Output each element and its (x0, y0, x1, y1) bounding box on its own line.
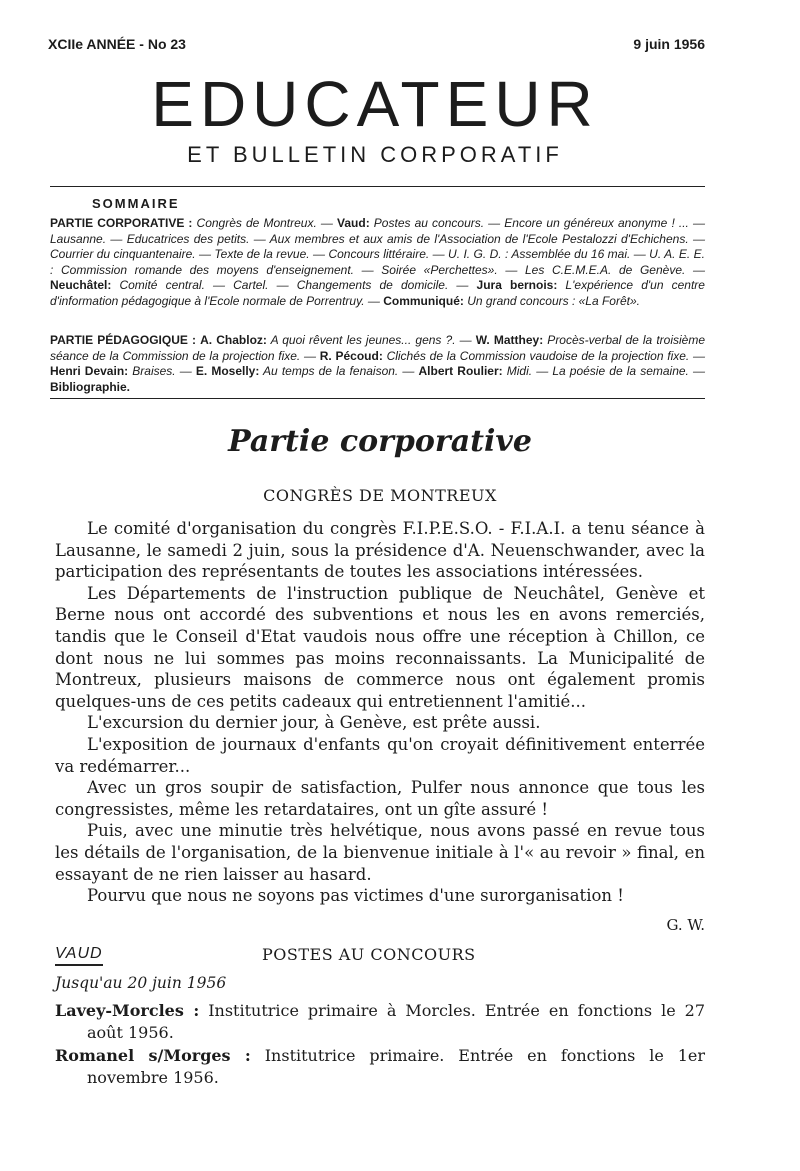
summary-author: W. Matthey: (475, 333, 544, 347)
summary-text: Midi. — La poésie de la semaine. — (502, 364, 706, 378)
journal-subtitle: ET BULLETIN CORPORATIF (187, 142, 563, 167)
list-item (55, 1045, 705, 1088)
post-description: Institutrice primaire. Entrée en fonctions le 1er novembre 1956. (87, 1046, 705, 1087)
posts-list (55, 1000, 705, 1090)
vaud-section-title: POSTES AU CONCOURS (262, 945, 476, 964)
journal-title: EDUCATEUR (151, 68, 599, 140)
section-heading: Partie corporative (228, 424, 532, 459)
summary-text: Clichés de la Commission vaudoise de la projection fixe. — (382, 348, 705, 363)
summary-text: Braises. — (128, 364, 196, 378)
article-paragraph: Les Départements de l'instruction publique de Neuchâtel, Genève et Berne nous ont accordé des subventions et nous les en avons remerciés, tandis que le Conseil d'Etat vaudois nous offre une réception à Chillon, ce dont nous ne lui sommes pas moins reconnaissants. La Municipalité de Montreux, plusieurs maisons de commerce nous ont également promis quelques-uns de ces petits cadeaux qui entretiennent l'amitié... (55, 583, 705, 711)
article-paragraph: L'exposition de journaux d'enfants qu'on croyait définitivement enterrée va redémarrer... (55, 734, 705, 776)
article-paragraph: L'excursion du dernier jour, à Genève, est prête aussi. (87, 713, 541, 733)
summary-text: Procès-verbal de la troisième séance de la Commission de la projection fixe. — (50, 333, 706, 363)
sommaire-title: SOMMAIRE (92, 196, 180, 211)
summary-author: R. Pécoud: (319, 348, 383, 363)
summary-text: A quoi rêvent les jeunes... gens ?. — (266, 333, 476, 347)
article-paragraph: Avec un gros soupir de satisfaction, Pulfer nous annonce que tous les congressistes, même les retardataires, ont un gîte assuré ! (55, 778, 705, 819)
summary-pedagogique (50, 333, 705, 395)
summary-pedagogique-label: PARTIE PÉDAGOGIQUE : (50, 333, 197, 347)
summary-jura-label: Jura bernois: (476, 278, 558, 292)
post-place: Lavey-Morcles : (55, 1001, 200, 1020)
issue-number: XCIIe ANNÉE - No 23 (48, 36, 186, 52)
summary-corporative (50, 216, 705, 309)
summary-author: Henri Devain: (50, 364, 129, 378)
article-paragraph: Le comité d'organisation du congrès F.I.P.E.S.O. - F.I.A.I. a tenu séance à Lausanne, le samedi 2 juin, sous la présidence d'A. Neuenschwander, avec la participation des représentants de toutes les associations intéressées. (55, 519, 705, 582)
article-paragraph: Pourvu que nous ne soyons pas victimes d'une surorganisation ! (87, 886, 624, 906)
top-divider (50, 186, 705, 187)
summary-author: E. Moselly: (195, 364, 260, 378)
summary-text: Un grand concours : «La Forêt». (463, 293, 640, 308)
post-description: Institutrice primaire à Morcles. Entrée en fonctions le 27 août 1956. (87, 1001, 706, 1042)
article-paragraph: Puis, avec une minutie très helvétique, nous avons passé en revue tous les détails de l'organisation, de la bienvenue initiale à l'« au revoir » final, en essayant de ne rien laisser au hasard. (55, 821, 705, 884)
summary-text: Au temps de la fenaison. — (259, 364, 419, 378)
summary-text: Postes au concours. — Encore un généreux anonyme ! ... — Lausanne. — Educatrices des petits. — Aux membres et aux amis de l'Association de l'Ecole Pestalozzi d'Echichens. — Courrier du cinquantenaire. — Texte de la revue. — Concours littéraire. — U. I. G. D. : Assemblée du 16 mai. — U. A. E. E. : Commission romande des moyens d'enseignement. — Soirée «Perchettes». — Les C.E.M.E.A. de Genève. — (50, 216, 705, 277)
summary-author: Albert Roulier: (418, 364, 503, 378)
summary-neuchatel-label: Neuchâtel: (50, 278, 112, 292)
summary-text: Comité central. — Cartel. — Changements de domicile. — (111, 278, 477, 292)
article-title: CONGRÈS DE MONTREUX (263, 486, 497, 505)
issue-date: 9 juin 1956 (633, 36, 705, 52)
vaud-section-tag: VAUD (55, 945, 103, 966)
deadline-text: Jusqu'au 20 juin 1956 (55, 974, 227, 992)
list-item (55, 1000, 705, 1043)
summary-text: Congrès de Montreux. — (196, 216, 338, 230)
summary-author: A. Chabloz: (200, 333, 267, 347)
summary-vaud-label: Vaud: (337, 216, 370, 230)
summary-text: L'expérience d'un centre d'information pédagogique à l'Ecole normale de Porrentruy. — (50, 278, 705, 308)
summary-corporative-label: PARTIE CORPORATIVE : (50, 216, 193, 230)
post-place: Romanel s/Morges : (55, 1046, 251, 1066)
summary-bibliography: Bibliographie. (50, 379, 131, 394)
summary-communique-label: Communiqué: (383, 293, 464, 308)
bottom-divider (50, 398, 705, 399)
article-body (55, 518, 705, 907)
article-signature: G. W. (666, 916, 705, 934)
